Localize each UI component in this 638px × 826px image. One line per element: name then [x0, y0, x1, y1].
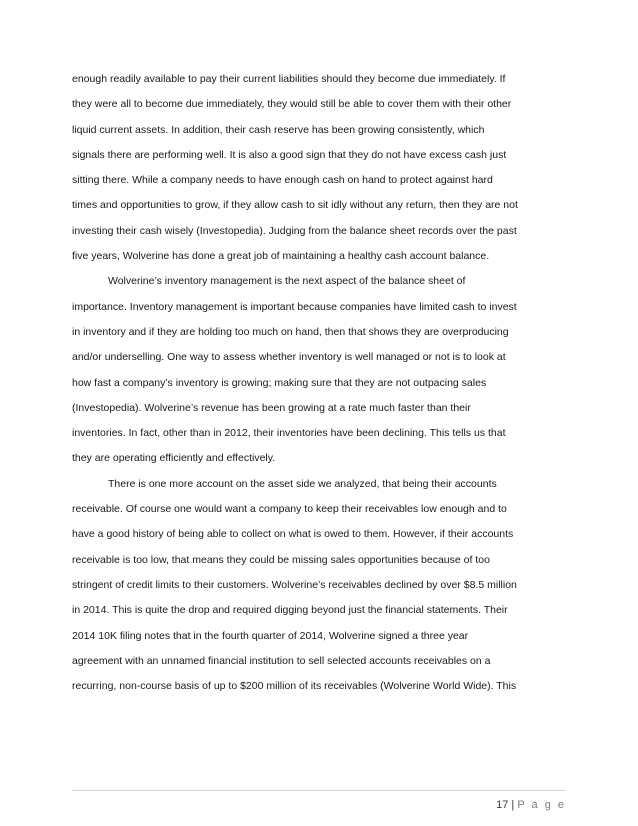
text-line: times and opportunities to grow, if they allow cash to sit idly without any return, then they are not	[72, 199, 518, 212]
text-line: liquid current assets. In addition, their cash reserve has been growing consistently, which	[72, 123, 485, 136]
text-line: receivable. Of course one would want a company to keep their receivables low enough and to	[72, 503, 507, 516]
text-line: recurring, non-course basis of up to $200 million of its receivables (Wolverine World Wide). This	[72, 680, 517, 693]
text-line: investing their cash wisely (Investopedia). Judging from the balance sheet records over the past	[72, 224, 517, 237]
paragraph-start-line: There is one more account on the asset side we analyzed, that being their accounts	[108, 477, 497, 490]
text-line: sitting there. While a company needs to have enough cash on hand to protect against hard	[72, 174, 493, 187]
text-line: enough readily available to pay their current liabilities should they become due immediately. If	[72, 73, 506, 85]
text-line: how fast a company’s inventory is growing; making sure that they are not outpacing sales	[72, 376, 487, 389]
page-label: P a g e	[517, 799, 566, 811]
text-line: (Investopedia). Wolverine’s revenue has been growing at a rate much faster than their	[72, 401, 471, 414]
text-line: inventories. In fact, other than in 2012, their inventories have been declining. This tells us that	[72, 427, 506, 440]
text-line: have a good history of being able to collect on what is owed to them. However, if their accounts	[72, 528, 514, 541]
page-footer	[496, 799, 566, 811]
text-line: in inventory and if they are holding too much on hand, then that shows they are overproducing	[72, 325, 509, 338]
text-line: stringent of credit limits to their customers. Wolverine’s receivables declined by over $8.5 million	[72, 578, 517, 591]
text-line: they were all to become due immediately, they would still be able to cover them with their other	[72, 98, 512, 111]
text-line: five years, Wolverine has done a great job of maintaining a healthy cash account balance.	[72, 250, 490, 263]
text-line: and/or underselling. One way to assess whether inventory is well managed or not is to look at	[72, 351, 506, 364]
body-text	[72, 67, 570, 699]
text-line: they are operating efficiently and effectively.	[72, 452, 276, 465]
text-line: signals there are performing well. It is also a good sign that they do not have excess cash just	[72, 148, 507, 161]
paragraph-start-line: Wolverine’s inventory management is the next aspect of the balance sheet of	[108, 275, 466, 288]
text-line: in 2014. This is quite the drop and required digging beyond just the financial statements. Their	[72, 604, 508, 617]
footer-divider	[72, 790, 566, 791]
text-line: receivable is too low, that means they could be missing sales opportunities because of too	[72, 553, 490, 566]
text-line: agreement with an unnamed financial institution to sell selected accounts receivables on a	[72, 654, 491, 667]
page-number: 17	[496, 799, 509, 811]
footer-separator: |	[511, 799, 515, 811]
text-line: importance. Inventory management is important because companies have limited cash to invest	[72, 300, 517, 313]
text-line: 2014 10K filing notes that in the fourth quarter of 2014, Wolverine signed a three year	[72, 629, 469, 642]
